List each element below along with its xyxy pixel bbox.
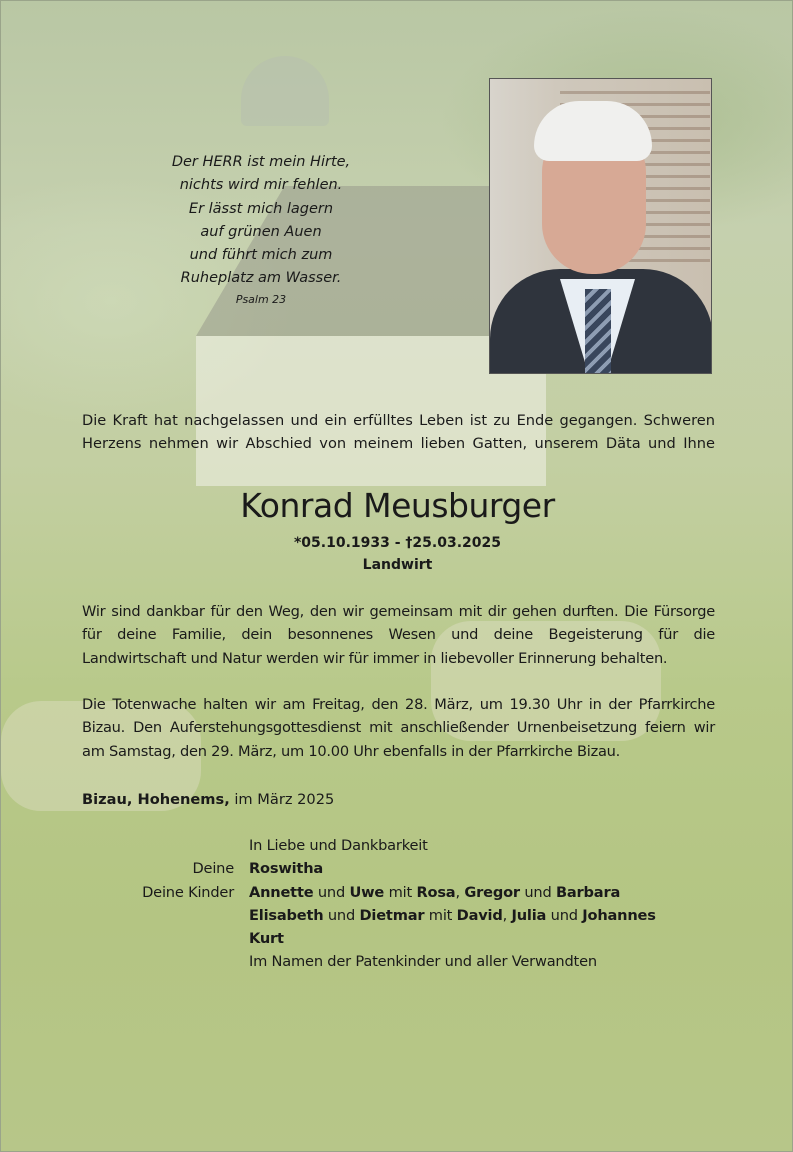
- family-line: [249, 904, 722, 927]
- photo-hair: [534, 101, 652, 161]
- family-name: Dietmar: [359, 906, 425, 924]
- closing-text: In Liebe und Dankbarkeit: [249, 837, 428, 854]
- place-date: im März 2025: [234, 791, 335, 808]
- paragraph-line: Bizau. Den Auferstehungsgottesdienst mit anschließender Urnenbeisetzung feiern wir: [82, 719, 715, 737]
- family-name: Barbara: [555, 883, 621, 901]
- family-connector: und: [524, 883, 552, 901]
- psalm-verse: [141, 151, 381, 308]
- psalm-line: Er lässt mich lagern: [188, 200, 334, 217]
- paragraph-line: Die Totenwache halten wir am Freitag, den 28. März, um 19.30 Uhr in der Pfarrkirche: [82, 696, 715, 713]
- mourners-row: [82, 904, 722, 927]
- photo-tie: [585, 289, 611, 374]
- family-comma: ,: [455, 883, 460, 901]
- paragraph-line: Wir sind dankbar für den Weg, den wir gemeinsam mit dir gehen durften. Die Fürsorge: [82, 603, 715, 620]
- mourners-row: [82, 857, 722, 880]
- mourners-row: [82, 881, 722, 904]
- psalm-reference: Psalm 23: [235, 292, 287, 306]
- deceased-name: Konrad Meusburger: [240, 486, 555, 525]
- family-name: Rosa: [416, 883, 456, 901]
- family-line: [249, 881, 722, 904]
- family-name: Gregor: [464, 883, 520, 901]
- mourners-block: [82, 834, 722, 974]
- life-dates: *05.10.1933 - †25.03.2025: [293, 535, 501, 551]
- gratitude-paragraph: [82, 600, 715, 670]
- family-connector: mit: [388, 883, 412, 901]
- family-connector: und: [327, 906, 356, 924]
- service-paragraph: [82, 693, 715, 763]
- family-name: Kurt: [249, 930, 284, 948]
- background-bell-tower: [241, 56, 329, 126]
- place-locations: Bizau, Hohenems,: [82, 791, 230, 808]
- mourners-label-empty: [82, 904, 249, 927]
- mourners-row: [82, 927, 722, 950]
- psalm-line: und führt mich zum: [189, 247, 333, 264]
- intro-line: Die Kraft hat nachgelassen und ein erfülltes Leben ist zu Ende gegangen. Schweren: [82, 412, 715, 429]
- family-name: David: [456, 906, 503, 924]
- psalm-line: Ruheplatz am Wasser.: [180, 270, 342, 287]
- mourners-label-empty: [82, 834, 249, 857]
- occupation: Landwirt: [362, 557, 433, 573]
- family-name: Johannes: [582, 906, 656, 924]
- paragraph-line: Landwirtschaft und Natur werden wir für immer in liebevoller Erinnerung behalten.: [82, 649, 668, 667]
- family-connector: und: [317, 883, 346, 901]
- spouse-label: Deine: [192, 860, 234, 878]
- children-label: Deine Kinder: [142, 883, 234, 901]
- spouse-name: Roswitha: [249, 860, 324, 878]
- intro-text: [82, 409, 715, 455]
- family-connector: und: [550, 906, 578, 924]
- family-connector: mit: [428, 906, 453, 924]
- intro-line: Herzens nehmen wir Abschied von meinem lieben Gatten, unserem Däta und Ihne: [82, 435, 715, 452]
- psalm-line: auf grünen Auen: [200, 223, 322, 240]
- paragraph-line: am Samstag, den 29. März, um 10.00 Uhr ebenfalls in der Pfarrkirche Bizau.: [82, 742, 621, 760]
- psalm-line: Der HERR ist mein Hirte,: [171, 154, 351, 170]
- family-name: Elisabeth: [249, 906, 324, 924]
- place-date-line: [82, 788, 334, 811]
- mourners-label-empty: [82, 927, 249, 950]
- family-name: Annette: [249, 883, 314, 901]
- mourners-row: [82, 950, 722, 973]
- family-name: Uwe: [349, 883, 385, 901]
- mourners-label-empty: [82, 950, 249, 973]
- others-text: Im Namen der Patenkinder und aller Verwandten: [249, 953, 597, 971]
- paragraph-line: für deine Familie, dein besonnenes Wesen und deine Begeisterung für die: [82, 626, 715, 644]
- psalm-line: nichts wird mir fehlen.: [179, 177, 343, 194]
- portrait-photo: [489, 78, 712, 374]
- mourners-row: [82, 834, 722, 857]
- family-name: Julia: [511, 906, 547, 924]
- family-comma: ,: [502, 906, 508, 924]
